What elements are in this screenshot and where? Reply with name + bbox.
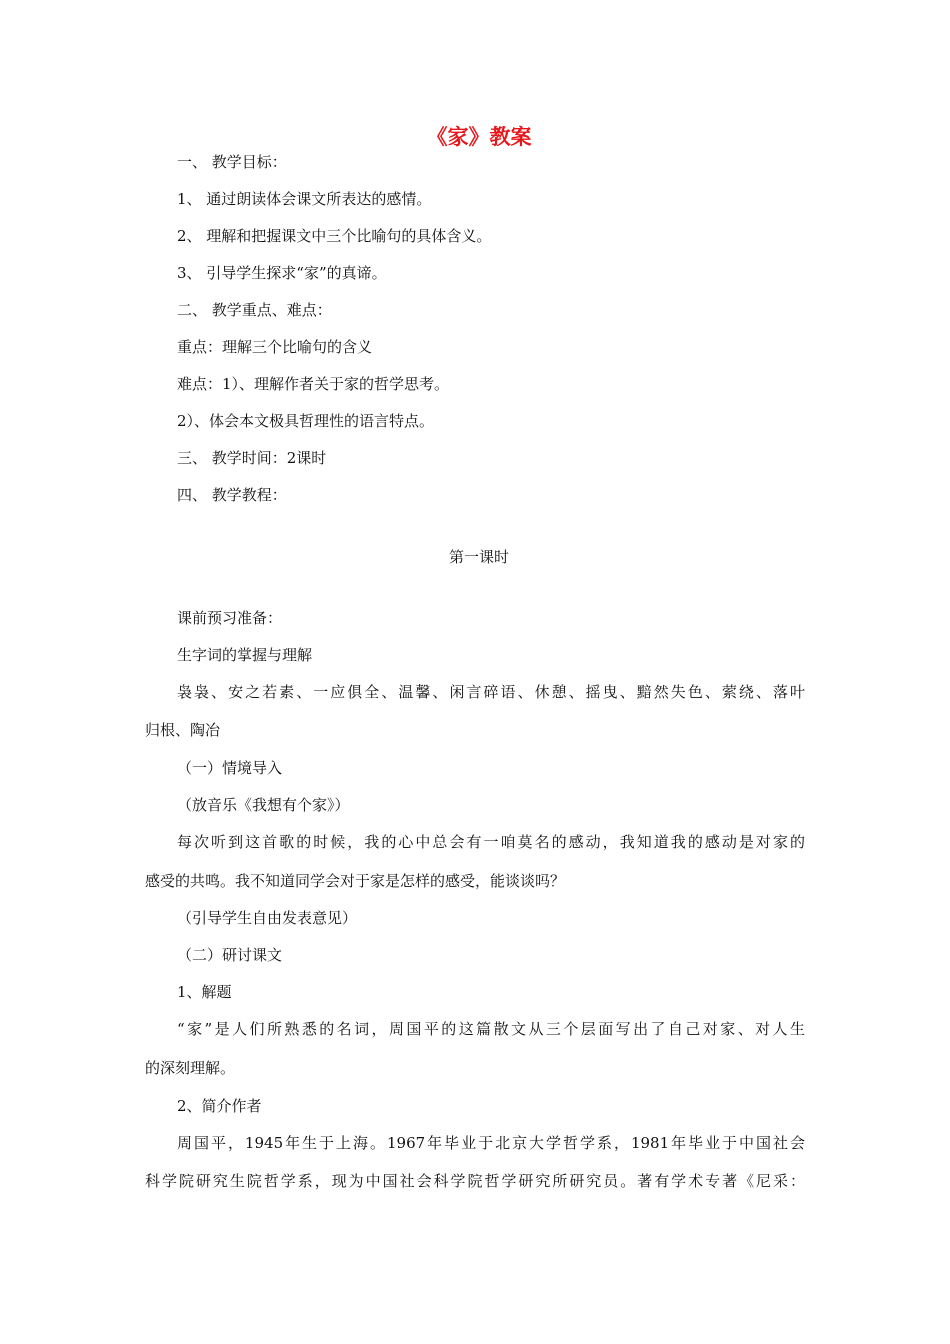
- section-heading-time: 三、 教学时间：2课时: [177, 449, 327, 467]
- author-intro-heading: 2、简介作者: [177, 1097, 262, 1115]
- vocabulary-list-line-2: 归根、陶冶: [145, 721, 221, 739]
- author-intro-line-2: 科学院研究生院哲学系，现为中国社会科学院哲学研究所研究员。著有学术专著《尼采：: [145, 1172, 805, 1190]
- document-title: 《家》教案: [426, 125, 532, 149]
- title-explanation-heading: 1、解题: [177, 983, 232, 1001]
- section-intro-heading: （一）情境导入: [177, 759, 283, 777]
- title-explanation-line-2: 的深刻理解。: [145, 1059, 236, 1077]
- section-discussion-heading: （二）研讨课文: [177, 946, 283, 964]
- vocabulary-list-line-1: 袅袅、安之若素、一应俱全、温馨、闲言碎语、休憩、摇曳、黯然失色、萦绕、落叶: [177, 683, 805, 701]
- difficulty-text-2: 2）、体会本文极具哲理性的语言特点。: [177, 412, 435, 430]
- title-explanation-line-1: “家”是人们所熟悉的名词，周国平的这篇散文从三个层面写出了自己对家、对人生: [177, 1020, 805, 1038]
- objective-item-2: 2、 理解和把握课文中三个比喻句的具体含义。: [177, 227, 492, 245]
- music-note: （放音乐《我想有个家》）: [177, 796, 350, 814]
- author-intro-line-1: 周国平，1945年生于上海。1967年毕业于北京大学哲学系，1981年毕业于中国社会: [177, 1134, 805, 1152]
- section-heading-process: 四、 教学教程：: [177, 486, 287, 504]
- lesson-one-heading: 第一课时: [448, 548, 509, 566]
- intro-paragraph-line-1: 每次听到这首歌的时候，我的心中总会有一咱莫名的感动，我知道我的感动是对家的: [177, 833, 805, 851]
- guide-note: （引导学生自由发表意见）: [177, 909, 358, 927]
- intro-paragraph-line-2: 感受的共鸣。我不知道同学会对于家是怎样的感受，能谈谈吗？: [145, 872, 566, 890]
- key-point-text: 重点：理解三个比喻句的含义: [177, 338, 373, 356]
- objective-item-3: 3、 引导学生探求“家”的真谛。: [177, 264, 387, 282]
- section-heading-key-points: 二、 教学重点、难点：: [177, 301, 332, 319]
- preview-heading: 课前预习准备：: [177, 609, 283, 627]
- section-heading-objectives: 一、 教学目标：: [177, 153, 287, 171]
- vocabulary-heading: 生字词的掌握与理解: [177, 646, 313, 664]
- objective-item-1: 1、 通过朗读体会课文所表达的感情。: [177, 190, 432, 208]
- difficulty-text-1: 难点：1）、理解作者关于家的哲学思考。: [177, 375, 450, 393]
